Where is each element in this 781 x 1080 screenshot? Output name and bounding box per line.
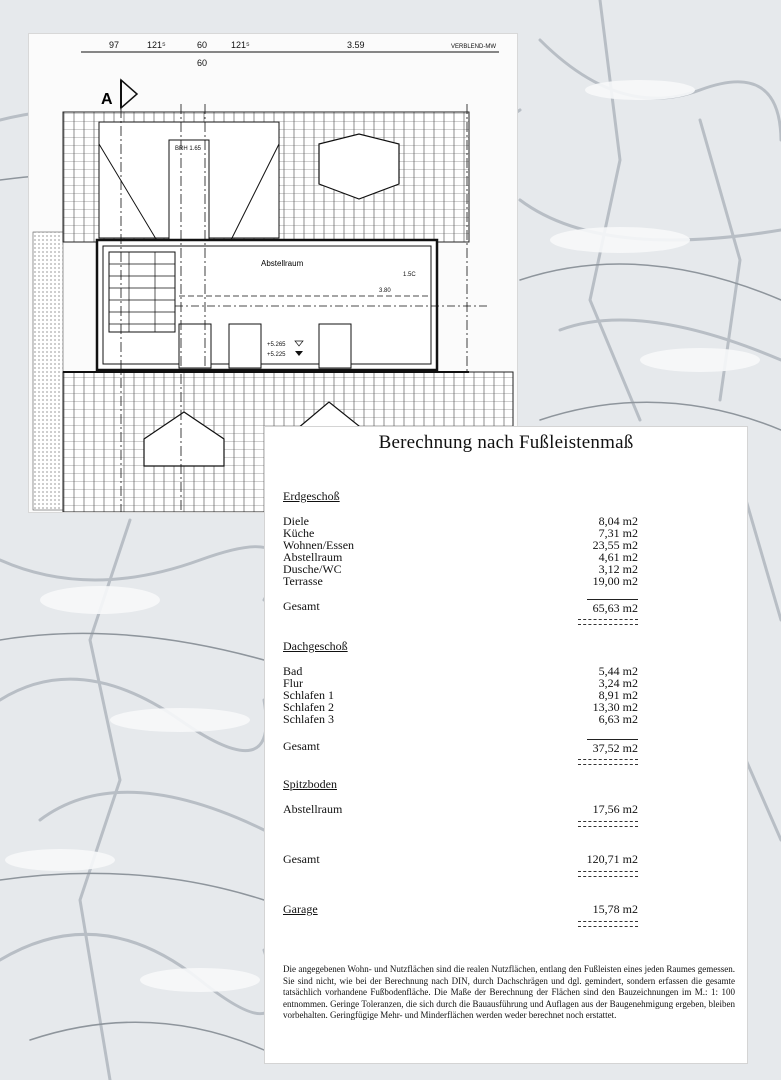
dim-label: 60 [197,58,208,68]
area-row [283,689,638,701]
section-marker: A [101,91,113,108]
room-name: Schlafen 3 [283,712,334,726]
area-row [283,515,638,527]
room-name: Schlafen 2 [283,700,334,714]
room-name: Bad [283,664,303,678]
subtotal-value: 65,63 m2 [587,599,638,616]
dim-label: 97 [109,40,120,50]
room-area: 7,31 m2 [598,526,638,540]
subtotal-value: 37,52 m2 [587,739,638,756]
dimension-labels [109,40,496,68]
area-row [283,701,638,713]
svg-text:BRH 1.65: BRH 1.65 [175,146,202,152]
area-row [283,665,638,677]
area-row [283,677,638,689]
area-row [283,575,638,587]
subtotal-label: Gesamt [283,739,320,753]
area-row [283,803,638,815]
subtotal-label: Gesamt [283,599,320,613]
room-name: Terrasse [283,574,323,588]
room-area: 19,00 m2 [592,574,638,588]
room-area: 3,12 m2 [598,562,638,576]
room-name: Abstellraum [283,802,343,816]
double-underline [578,921,638,927]
small-mark: 3.80 [379,288,391,294]
grand-total-row [283,853,638,865]
area-row [283,713,638,725]
room-area: 8,91 m2 [598,688,638,702]
sheet-title: Berechnung nach Fußleistenmaß [378,432,634,453]
area-row [283,563,638,575]
room-area: 13,30 m2 [592,700,638,714]
double-underline [578,821,638,827]
section-heading-dachgeschoss: Dachgeschoß [283,639,348,653]
dim-label: 121⁵ [231,40,250,50]
double-underline [578,871,638,877]
level-mark: +5.265 [267,342,286,348]
room-area: 17,56 m2 [592,802,638,816]
room-area: 3,24 m2 [598,676,638,690]
grand-total-value: 120,71 m2 [586,852,638,866]
garage-label: Garage [283,902,318,916]
room-name: Abstellraum [283,550,343,564]
room-label: Abstellraum [261,259,304,268]
room-area: 23,55 m2 [592,538,638,552]
room-area: 6,63 m2 [598,712,638,726]
level-mark: +5.225 [267,352,286,358]
footnote: Die angegebenen Wohn- und Nutzflächen sind die realen Nutzflächen, entlang den Fußleisten eines jeden Raumes gemessen. Sie sind nicht, wie bei der Berechnung nach DIN, durch Dachschrägen und dgl. gemindert, sondern erfassen die gesamte tatsächlich vorhandene Fußbodenfläche. Die Maße der Berechnung der Flächen sind den Bauzeichnungen im M.: 1: 100 entnommen. Geringe Toleranzen, die sich durch die Bauausführung und Auflagen aus der Baugenehmigung ergeben, bleiben vorbehalten. Geringfügige Mehr- und Minderflächen werden weder berechnet noch erstattet. [283,964,735,1021]
dim-label: 121⁵ [147,40,166,50]
room-name: Diele [283,514,309,528]
room-name: Küche [283,526,315,540]
double-underline [578,619,638,625]
small-mark: 1.5C [403,272,416,278]
dim-label: VERBLEND-MW [451,44,497,50]
grand-total-label: Gesamt [283,852,320,866]
area-calculation-sheet [264,426,748,1064]
room-name: Wohnen/Essen [283,538,355,552]
section-heading-spitzboden: Spitzboden [283,777,337,791]
garage-value: 15,78 m2 [592,902,638,916]
room-name: Flur [283,676,304,690]
room-name: Schlafen 1 [283,688,334,702]
garage-row [283,903,638,915]
room-area: 4,61 m2 [598,550,638,564]
room-area: 8,04 m2 [598,514,638,528]
room-area: 5,44 m2 [598,664,638,678]
double-underline [578,759,638,765]
room-name: Dusche/WC [283,562,342,576]
dim-label: 3.59 [347,40,365,50]
section-heading-erdgeschoss: Erdgeschoß [283,489,340,503]
dim-label: 60 [197,40,208,50]
